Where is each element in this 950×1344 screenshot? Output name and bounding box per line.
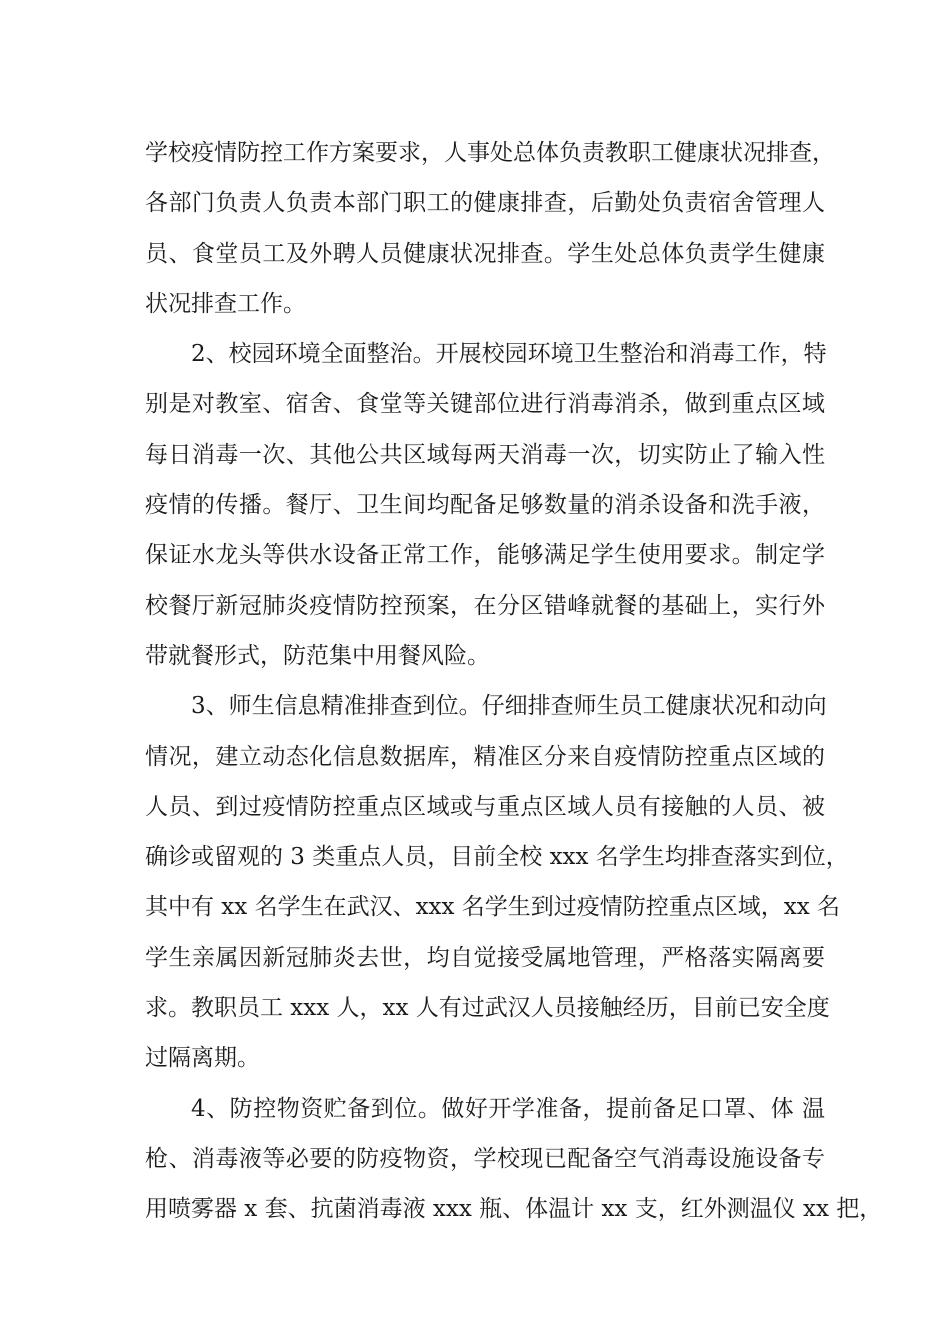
text-line: 学校疫情防控工作方案要求，人事处总体负责教职工健康状况排查，: [145, 140, 835, 166]
text-line: 其中有 xx 名学生在武汉、xxx 名学生到过疫情防控重点区域，xx 名: [145, 894, 841, 921]
text-line: 枪、消毒液等必要的防疫物资，学校现已配备空气消毒设施设备专: [145, 1145, 825, 1172]
text-line: 带就餐形式，防范集中用餐风险。: [145, 642, 490, 669]
body-text: [145, 128, 883, 1235]
text-line: 员、食堂员工及外聘人员健康状况排查。学生处总体负责学生健康: [145, 240, 825, 267]
text-line: 4、防控物资贮备到位。做好开学准备，提前备足口罩、体 温: [191, 1095, 825, 1122]
text-line: 3、师生信息精准排查到位。仔细排查师生员工健康状况和动向: [191, 693, 827, 720]
text-line: 别是对教室、宿舍、食堂等关键部位进行消毒消杀，做到重点区域: [145, 391, 825, 418]
text-line: 确诊或留观的 3 类重点人员，目前全校 xxx 名学生均排查落实到位，: [145, 844, 849, 871]
text-line: 情况，建立动态化信息数据库，精准区分来自疫情防控重点区域的: [145, 743, 825, 770]
text-line: 各部门负责人负责本部门职工的健康排查，后勤处负责宿舍管理人: [145, 190, 825, 217]
text-line: 保证水龙头等供水设备正常工作，能够满足学生使用要求。制定学: [145, 542, 825, 569]
text-line: 2、校园环境全面整治。开展校园环境卫生整治和消毒工作，特: [191, 341, 827, 368]
text-line: 状况排查工作。: [145, 290, 306, 317]
text-line: 人员、到过疫情防控重点区域或与重点区域人员有接触的人员、被: [145, 793, 825, 820]
text-line: 校餐厅新冠肺炎疫情防控预案，在分区错峰就餐的基础上，实行外: [145, 592, 825, 619]
text-line: 过隔离期。: [145, 1045, 260, 1072]
text-line: 每日消毒一次、其他公共区域每两天消毒一次，切实防止了输入性: [145, 441, 825, 468]
text-line: 疫情的传播。餐厅、卫生间均配备足够数量的消杀设备和洗手液，: [145, 492, 825, 519]
text-line: 学生亲属因新冠肺炎去世，均自觉接受属地管理，严格落实隔离要: [145, 944, 825, 971]
text-line: 用喷雾器 x 套、抗菌消毒液 xxx 瓶、体温计 xx 支，红外测温仪 xx 把，: [145, 1196, 883, 1223]
text-line: 求。教职员工 xxx 人，xx 人有过武汉人员接触经历，目前已安全度: [145, 995, 830, 1022]
